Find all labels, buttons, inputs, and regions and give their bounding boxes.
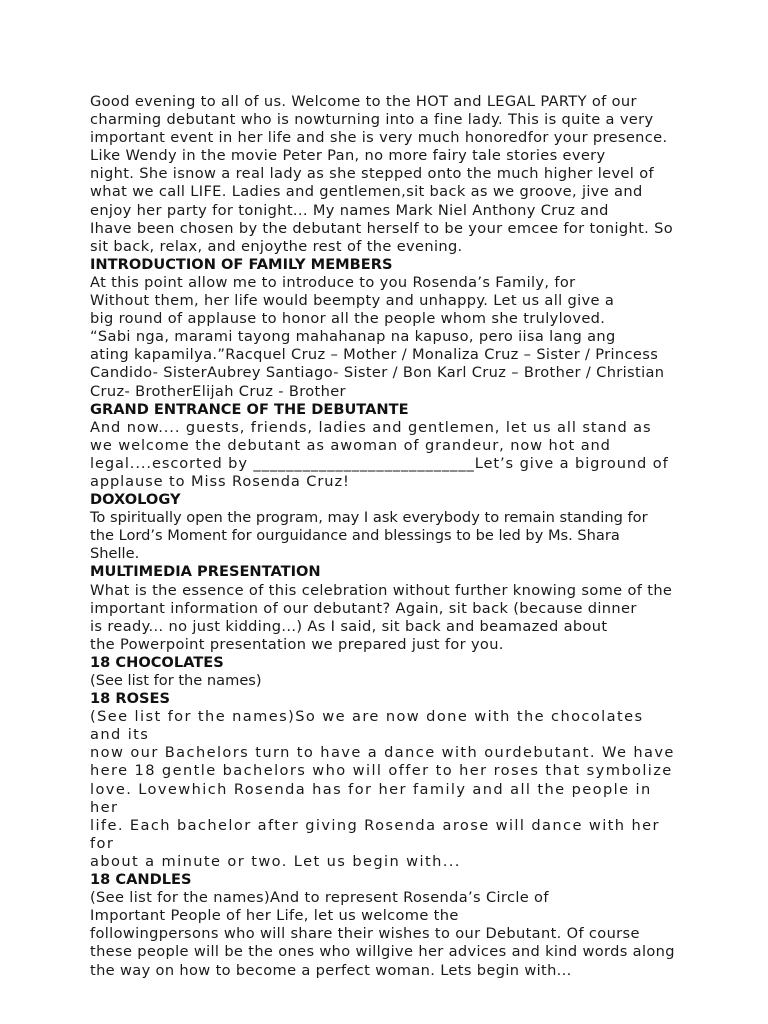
section-heading-doxology: DOXOLOGY [90, 491, 181, 509]
section-heading-multimedia: MULTIMEDIA PRESENTATION [90, 563, 321, 581]
document-page [90, 93, 680, 980]
section-body-multimedia: What is the essence of this celebration without further knowing some of the important information of our debutant? Again, sit back (because dinner is ready... no just kidding...) As I said, sit back and beamazed about the Powerpoint presentation we prepared just for you. [90, 581, 673, 653]
section-body-18-chocolates: (See list for the names) [90, 672, 262, 689]
section-body-18-roses: (See list for the names)So we are now done with the chocolates and its now our Bachelors turn to have a dance with ourdebutant. We have here 18 gentle bachelors who will offer to her roses that symbolize love. Lovewhich Rosenda has for her family and all the people in her life. Each bachelor after giving Rosenda arose will dance with her for about a minute or two. Let us begin with... [90, 708, 675, 870]
section-heading-grand-entrance: GRAND ENTRANCE OF THE DEBUTANTE [90, 400, 409, 418]
section-body-doxology: To spiritually open the program, may I ask everybody to remain standing for the Lord’s Moment for ourguidance and blessings to be led by Ms. Shara Shelle. [90, 509, 648, 563]
section-body-family-members: At this point allow me to introduce to you Rosenda’s Family, for Without them, her life would beempty and unhappy. Let us all give a big round of applause to honor all the people whom she trulyloved. “Sabi nga, marami tayong mahahanap na kapuso, pero iisa lang ang ating kapamilya.”Racquel Cruz – Mother / Monaliza Cruz – Sister / Princess Candido- SisterAubrey Santiago- Sister / Bon Karl Cruz – Brother / Christian Cruz- BrotherElijah Cruz - Brother [90, 273, 665, 400]
section-heading-18-candles: 18 CANDLES [90, 871, 192, 889]
intro-paragraph: Good evening to all of us. Welcome to the HOT and LEGAL PARTY of our charming debutant who is nowturning into a fine lady. This is quite a very important event in her life and she is very much honoredfor your presence. Like Wendy in the movie Peter Pan, no more fairy tale stories every night. She isnow a real lady as she stepped onto the much higher level of what we call LIFE. Ladies and gentlemen,sit back as we groove, jive and enjoy her party for tonight... My names Mark Niel Anthony Cruz and Ihave been chosen by the debutant herself to be your emcee for tonight. So sit back, relax, and enjoythe rest of the evening. [90, 93, 674, 255]
section-body-grand-entrance: And now.... guests, friends, ladies and gentlemen, let us all stand as we welcome the debutant as awoman of grandeur, now hot and legal....escorted by ___________________________Let’s give a biground of applause to Miss Rosenda Cruz! [90, 418, 669, 490]
section-body-18-candles: (See list for the names)And to represent Rosenda’s Circle of Important People of her Life, let us welcome the followingpersons who will share their wishes to our Debutant. Of course these people will be the ones who willgive her advices and kind words along the way on how to become a perfect woman. Lets begin with... [90, 889, 675, 979]
section-heading-18-chocolates: 18 CHOCOLATES [90, 653, 224, 671]
section-heading-18-roses: 18 ROSES [90, 690, 171, 708]
section-heading-family-members: INTRODUCTION OF FAMILY MEMBERS [90, 255, 393, 273]
